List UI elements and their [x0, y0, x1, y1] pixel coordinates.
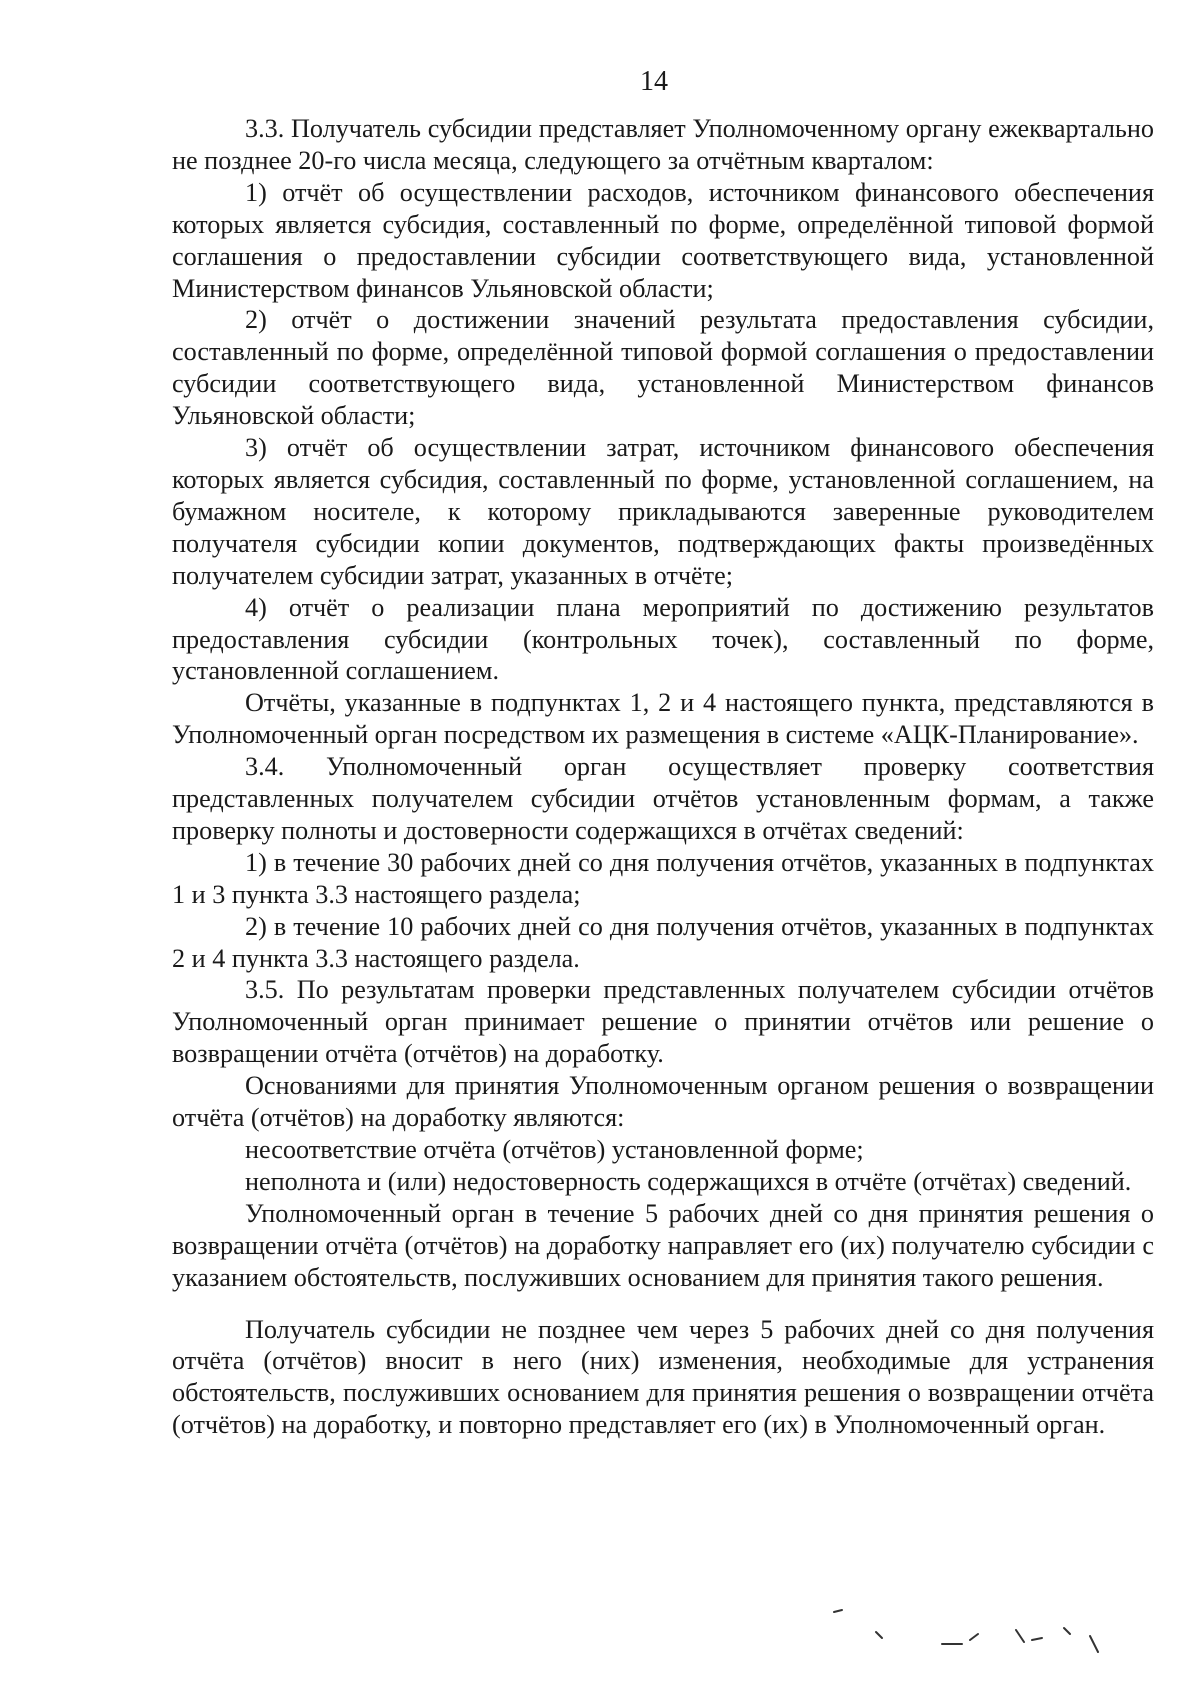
paragraph-reports-submission: Отчёты, указанные в подпунктах 1, 2 и 4 настоящего пункта, представляются в Уполномоченный орган посредством их размещения в системе «АЦК-Планирование».	[172, 688, 1154, 750]
paragraph-3-3-item-4: 4) отчёт о реализации плана мероприятий по достижению результатов предоставления субсидии (контрольных точек), составленный по форме, установленной соглашением.	[172, 592, 1154, 686]
paragraph-ground-1: несоответствие отчёта (отчётов) установленной форме;	[245, 1135, 864, 1164]
paragraph-3-3-item-1: 1) отчёт об осуществлении расходов, источником финансового обеспечения которых является субсидия, составленный по форме, определённой типовой формой соглашения о предоставлении субсидии соответствующего вида, установленной Министерством финансов Ульяновской области;	[172, 177, 1154, 303]
paragraph-3-4-item-1: 1) в течение 30 рабочих дней со дня получения отчётов, указанных в подпунктах 1 и 3 пункта 3.3 настоящего раздела;	[172, 847, 1154, 909]
paragraph-grounds: Основаниями для принятия Уполномоченным органом решения о возвращении отчёта (отчётов) на доработку являются:	[172, 1071, 1154, 1133]
paragraph-resubmission: Получатель субсидии не позднее чем через 5 рабочих дней со дня получения отчёта (отчётов) вносит в него (них) изменения, необходимые для устранения обстоятельств, послуживших основанием для принятия решения о возвращении отчёта (отчётов) на доработку, и повторно представляет его (их) в Уполномоченный орган.	[172, 1314, 1154, 1440]
paragraph-3-4: 3.4. Уполномоченный орган осуществляет проверку соответствия представленных получателем субсидии отчётов установленным формам, а также проверку полноты и достоверности содержащихся в отчётах сведений:	[172, 752, 1154, 845]
document-body	[172, 113, 1154, 1441]
paragraph-3-3: 3.3. Получатель субсидии представляет Уполномоченному органу ежеквартально не позднее 20-го числа месяца, следующего за отчётным кварталом:	[172, 114, 1154, 175]
paragraph-3-4-item-2: 2) в течение 10 рабочих дней со дня получения отчётов, указанных в подпунктах 2 и 4 пункта 3.3 настоящего раздела.	[172, 911, 1154, 973]
scan-artifacts	[820, 1600, 1180, 1680]
paragraph-ground-2: неполнота и (или) недостоверность содержащихся в отчёте (отчётах) сведений.	[245, 1166, 1132, 1196]
page-number: 14	[640, 66, 668, 97]
paragraph-return-procedure: Уполномоченный орган в течение 5 рабочих дней со дня принятия решения о возвращении отчёта (отчётов) на доработку направляет его (их) получателю субсидии с указанием обстоятельств, послуживших основанием для принятия такого решения.	[172, 1198, 1154, 1292]
paragraph-3-3-item-3: 3) отчёт об осуществлении затрат, источником финансового обеспечения которых является субсидия, составленный по форме, установленной соглашением, на бумажном носителе, к которому прикладываются заверенные руководителем получателя субсидии копии документов, подтверждающих факты произведённых получателем субсидии затрат, указанных в отчёте;	[172, 433, 1154, 590]
paragraph-3-3-item-2: 2) отчёт о достижении значений результата предоставления субсидии, составленный по форме, определённой типовой формой соглашения о предоставлении субсидии соответствующего вида, установленной Министерством финансов Ульяновской области;	[172, 305, 1154, 431]
paragraph-3-5: 3.5. По результатам проверки представленных получателем субсидии отчётов Уполномоченный орган принимает решение о принятии отчётов или решение о возвращении отчёта (отчётов) на доработку.	[172, 975, 1154, 1069]
